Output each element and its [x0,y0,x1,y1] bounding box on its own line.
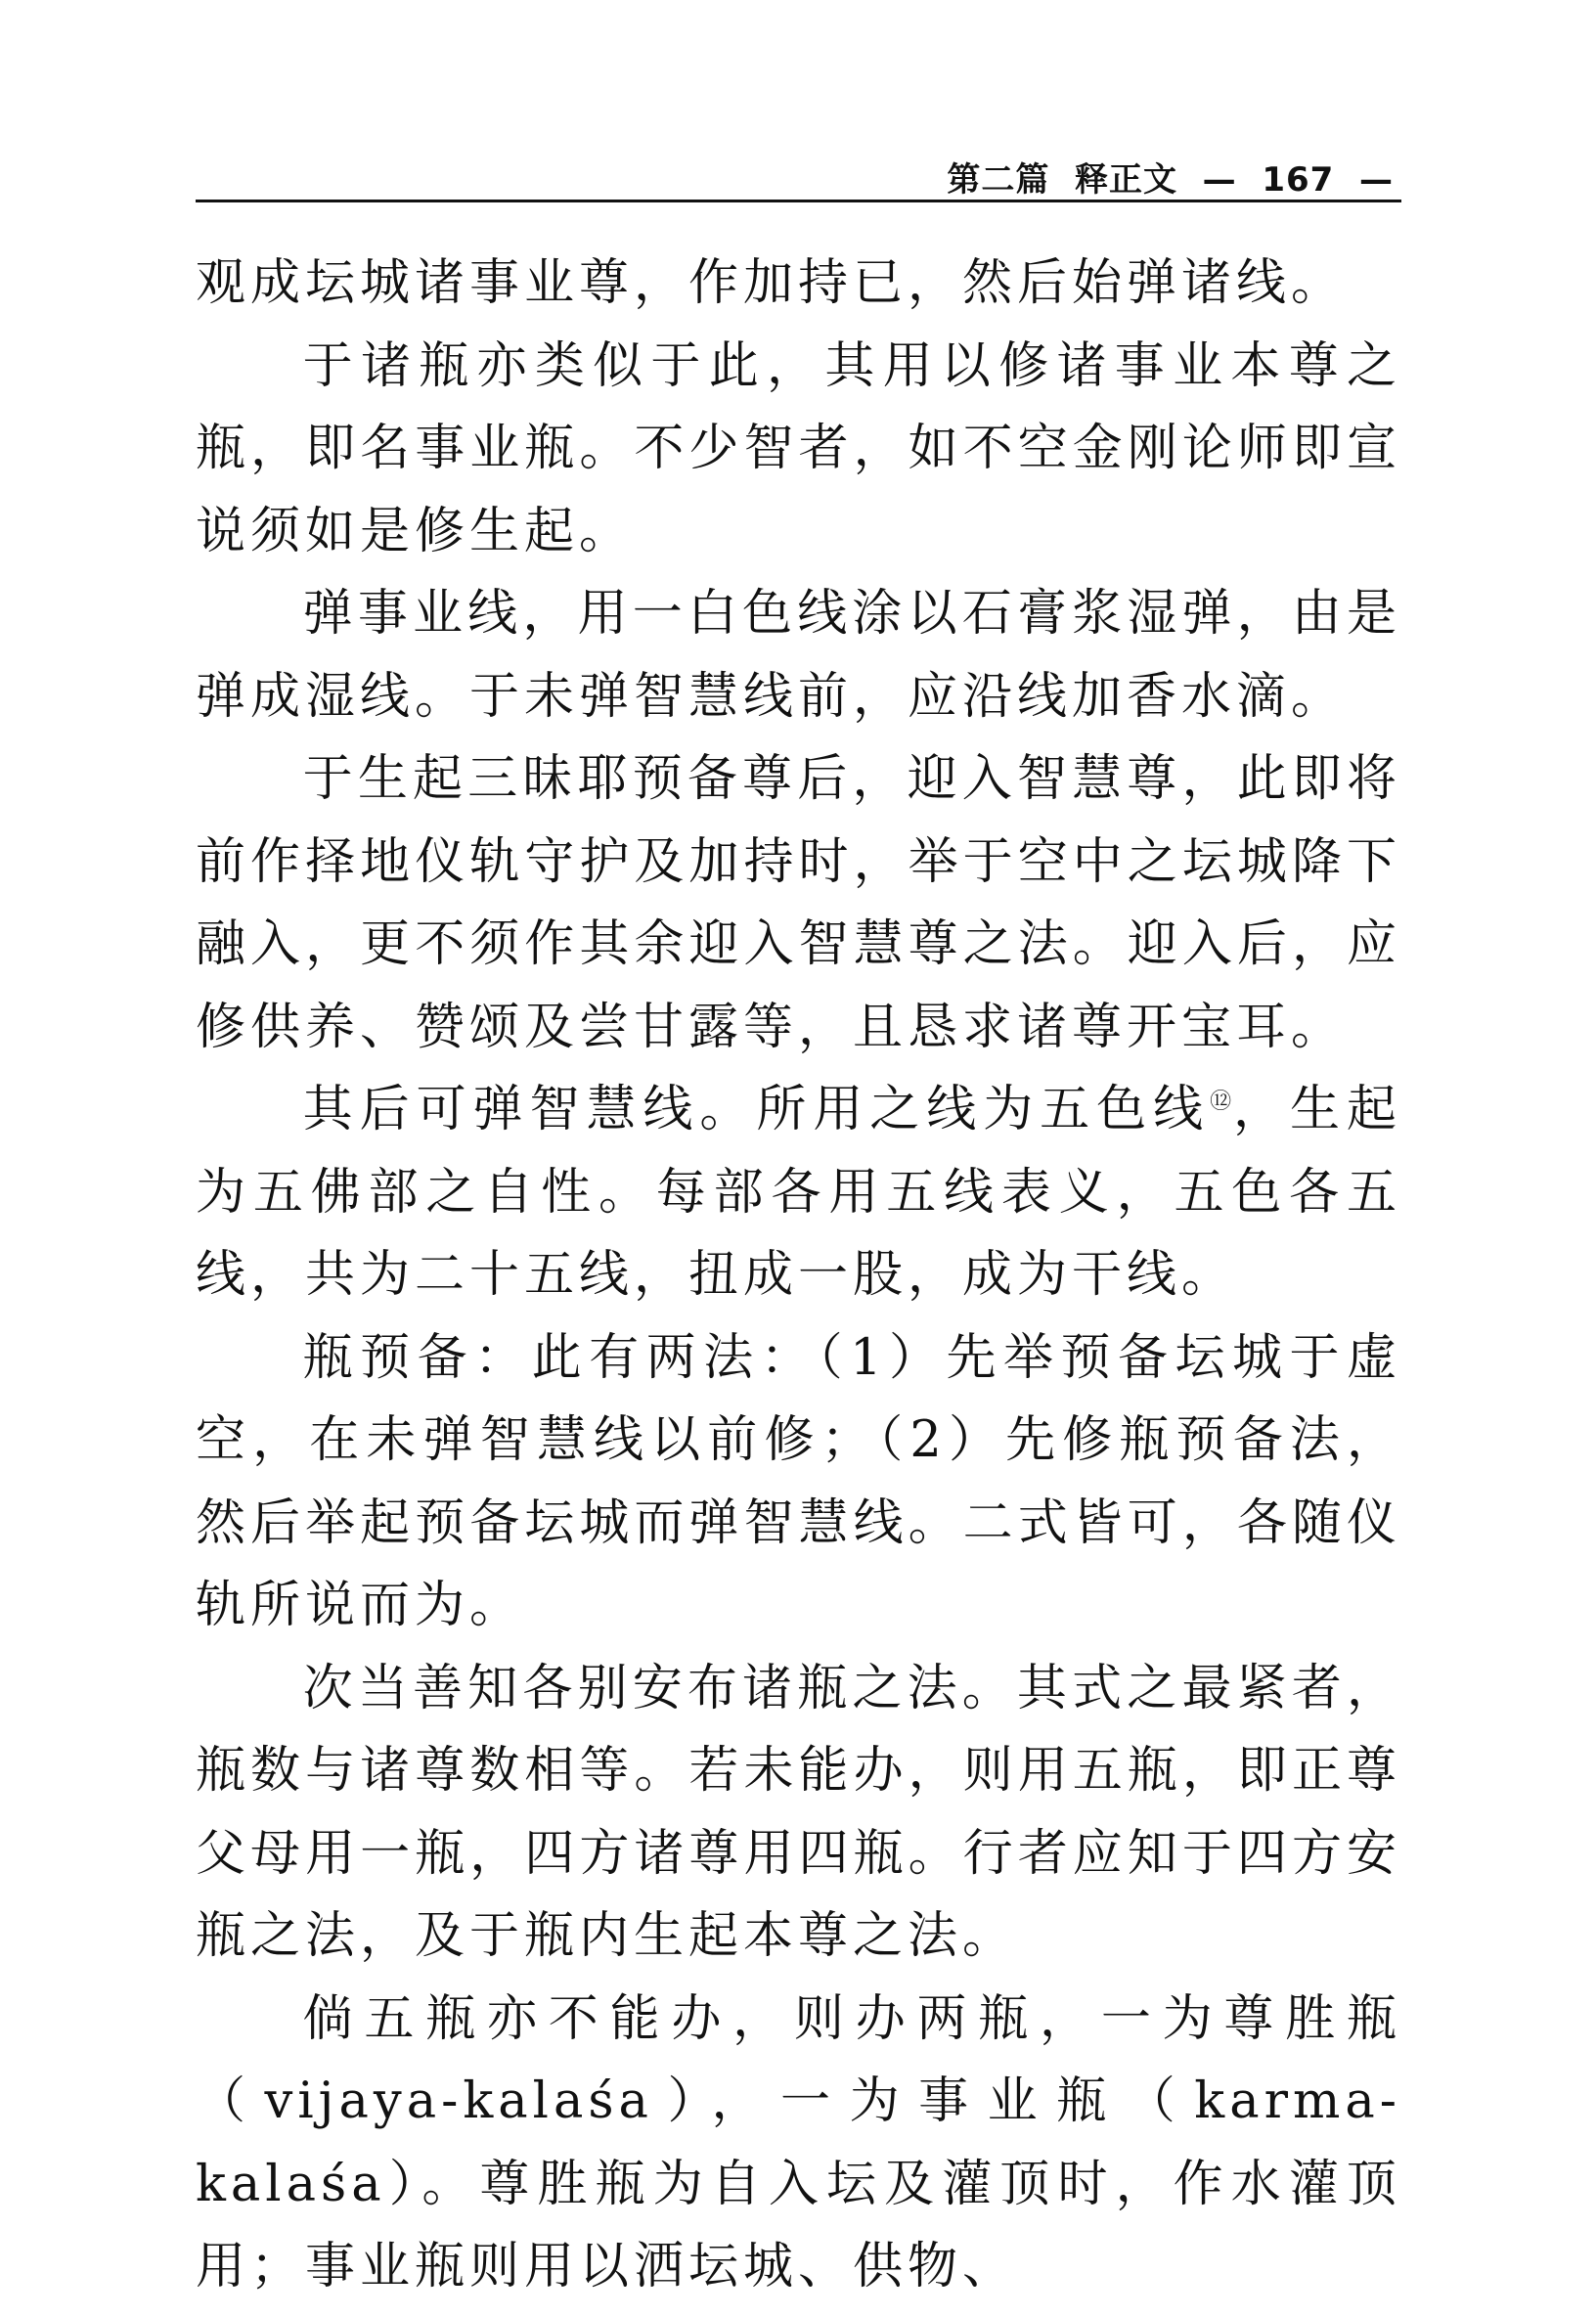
paragraph: 次当善知各别安布诸瓶之法。其式之最紧者，瓶数与诸尊数相等。若未能办，则用五瓶，即正尊父母用一瓶，四方诸尊用四瓶。行者应知于四方安瓶之法，及于瓶内生起本尊之法。 [196,1659,1401,1965]
paragraph: 倘五瓶亦不能办，则办两瓶，一为尊胜瓶（vijaya-kalaśa），一为事业瓶（karma-kalaśa）。尊胜瓶为自入坛及灌顶时，作水灌顶用；事业瓶则用以洒坛城、供物、 [196,1989,1401,2295]
paragraph-text-after-note: ，生起为五佛部之自性。每部各用五线表义，五色各五线，共为二十五线，扭成一股，成为干线。 [196,1081,1401,1304]
paragraph: 弹事业线，用一白色线涂以石膏浆湿弹，由是弹成湿线。于未弹智慧线前，应沿线加香水滴。 [196,585,1401,726]
paragraph: 观成坛城诸事业尊，作加持已，然后始弹诸线。 [196,254,1347,312]
running-header [196,147,1401,202]
paragraph-text-before-note: 其后可弹智慧线。所用之线为五色线 [302,1081,1211,1138]
paragraph: 于诸瓶亦类似于此，其用以修诸事业本尊之瓶，即名事业瓶。不少智者，如不空金刚论师即宣说须如是修生起。 [196,336,1401,560]
paragraph: 于生起三昧耶预备尊后，迎入智慧尊，此即将前作择地仪轨守护及加持时，举于空中之坛城降下融入，更不须作其余迎入智慧尊之法。迎入后，应修供养、赞颂及尝甘露等，且恳求诸尊开宝耳。 [196,750,1401,1056]
footnote-marker[interactable]: ⑫ [1210,1090,1234,1114]
header-chapter-page: 第二篇 释正文 — 167 — [947,160,1394,200]
paragraph-with-note [196,1069,1401,1317]
paragraph: 瓶预备：此有两法：（1）先举预备坛城于虚空，在未弹智慧线以前修；（2）先修瓶预备法，然后举起预备坛城而弹智慧线。二式皆可，各随仪轨所说而为。 [196,1328,1401,1634]
main-text [196,243,1401,2309]
